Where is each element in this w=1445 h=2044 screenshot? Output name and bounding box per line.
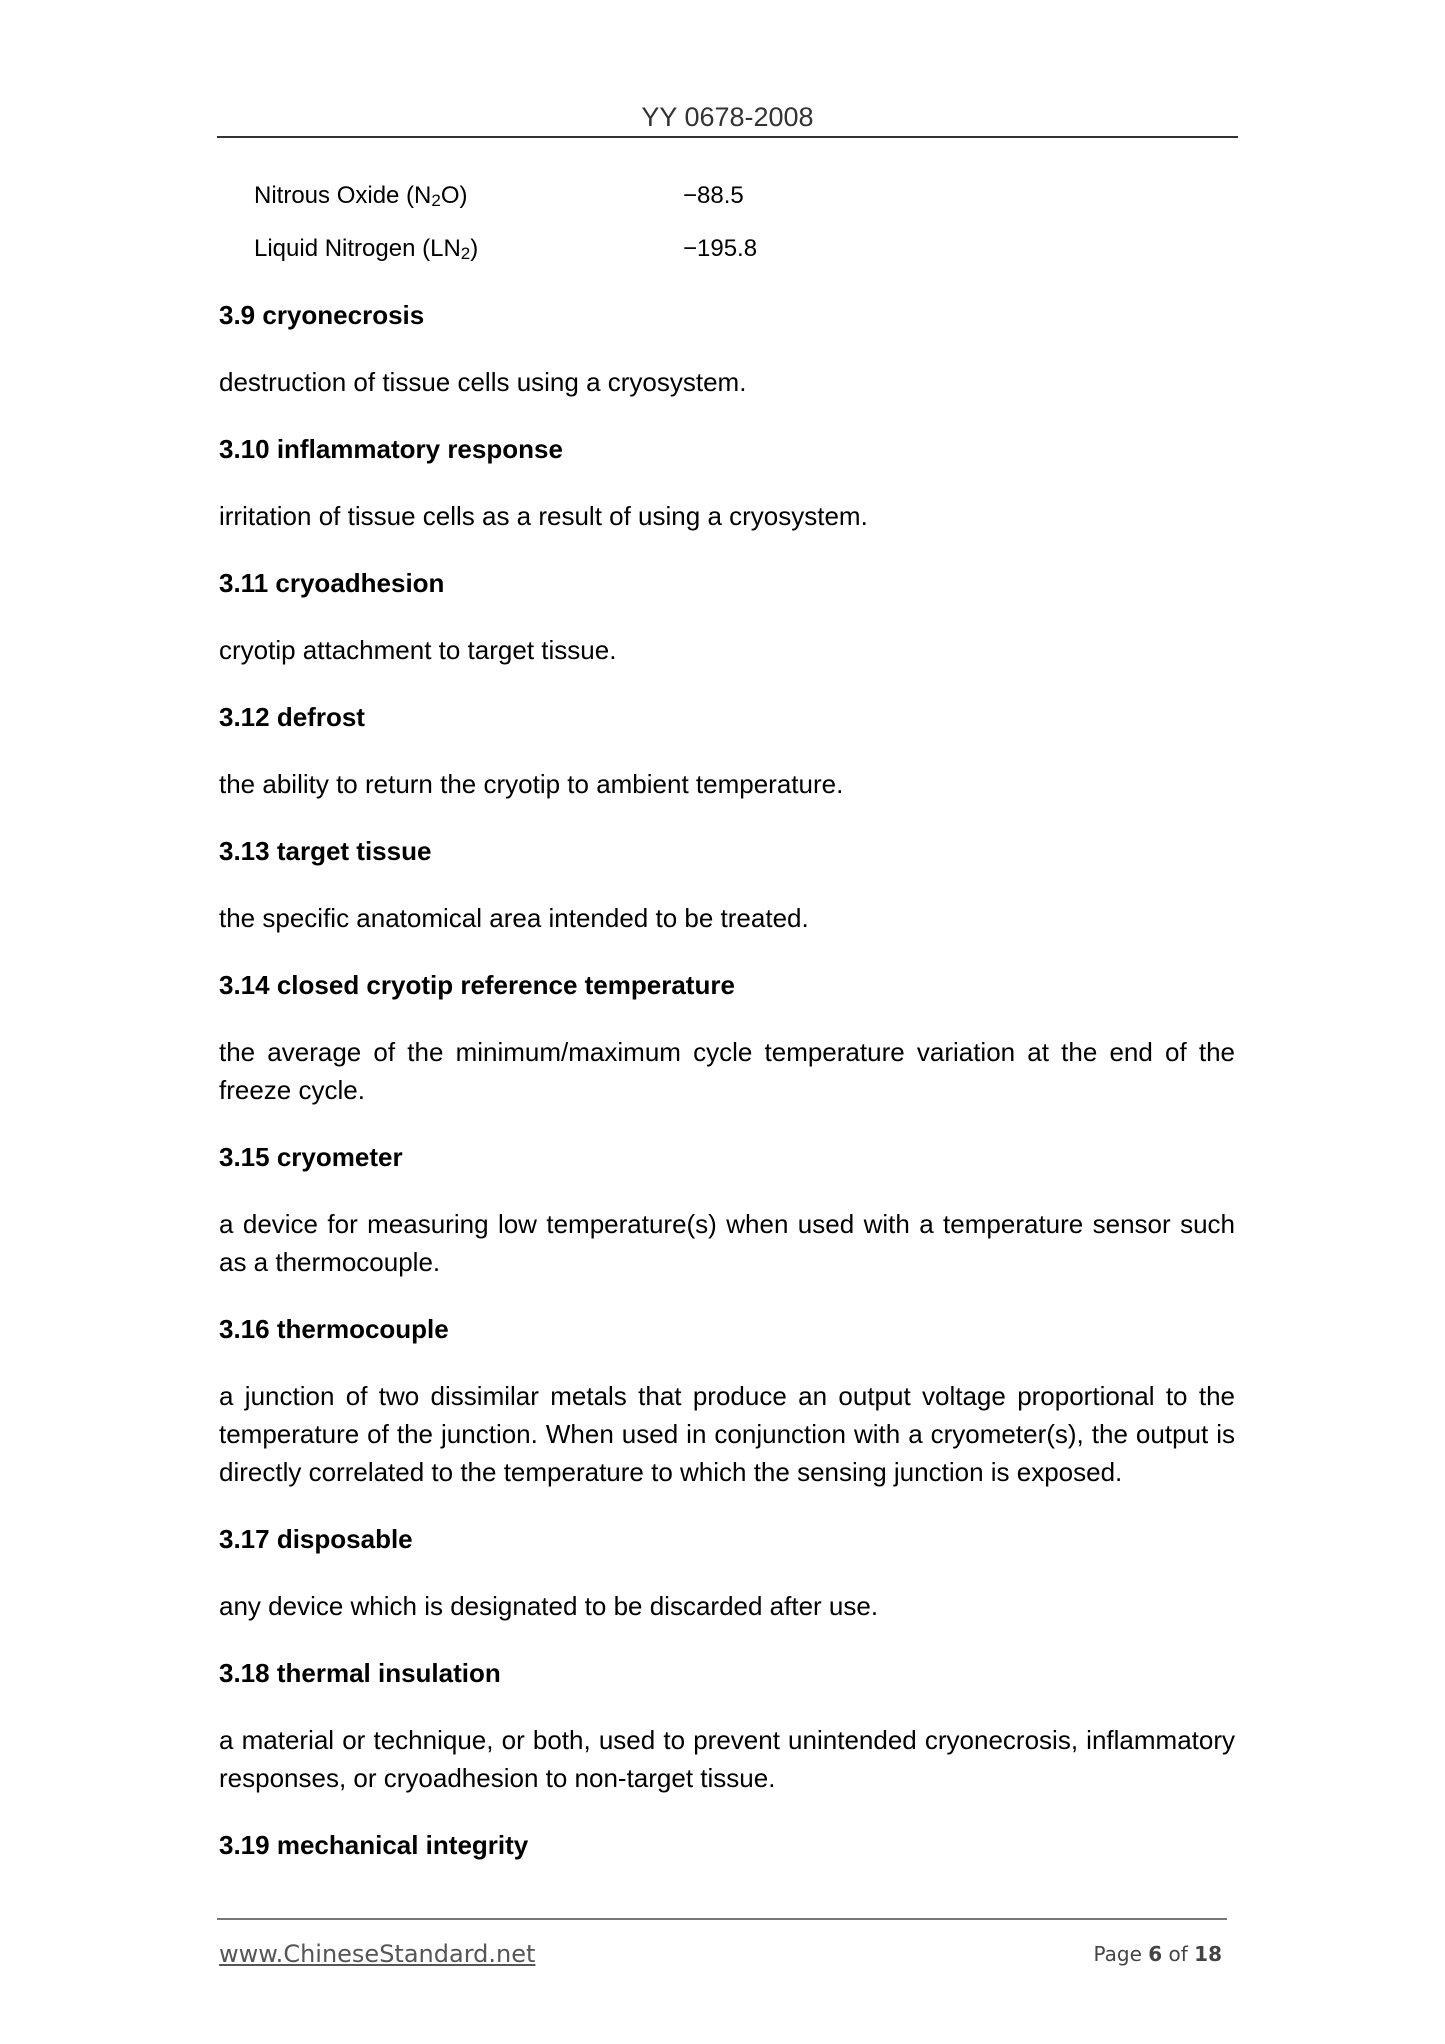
term-heading: 3.14 closed cryotip reference temperature xyxy=(219,970,735,1000)
header-rule xyxy=(217,136,1238,138)
term-heading: 3.18 thermal insulation xyxy=(219,1658,501,1688)
term-definition: irritation of tissue cells as a result of using a cryosystem. xyxy=(219,501,868,531)
term-heading: 3.12 defrost xyxy=(219,702,365,732)
term-heading: 3.19 mechanical integrity xyxy=(219,1830,529,1860)
document-code: YY 0678-2008 xyxy=(641,102,814,132)
website-link[interactable]: www.ChineseStandard.net xyxy=(219,1940,536,1968)
gas-name: Liquid Nitrogen $(LN_2)$ xyxy=(254,235,479,263)
term-definition: a device for measuring low temperature(s) when used with a temperature sensor such as a thermocouple. xyxy=(219,1209,1235,1277)
term-heading: 3.13 target tissue xyxy=(219,836,432,866)
term-definition: a material or technique, or both, used to prevent unintended cryonecrosis, inflammatory responses, or cryoadhesion to non-target tissue. xyxy=(219,1725,1235,1793)
footer-rule xyxy=(217,1918,1227,1920)
term-definition: the ability to return the cryotip to ambient temperature. xyxy=(219,769,844,799)
page-indicator: Page 6 of 18 xyxy=(1093,1942,1222,1966)
term-definition: the average of the minimum/maximum cycle temperature variation at the end of the freeze cycle. xyxy=(219,1037,1235,1105)
total-pages: 18 xyxy=(1194,1942,1222,1966)
term-definition: the specific anatomical area intended to be treated. xyxy=(219,903,809,933)
definitions-list xyxy=(219,296,1235,1864)
gas-boiling-point: −88.5 xyxy=(683,182,744,209)
term-definition: cryotip attachment to target tissue. xyxy=(219,635,617,665)
term-heading: 3.9 cryonecrosis xyxy=(219,300,425,330)
term-heading: 3.16 thermocouple xyxy=(219,1314,449,1344)
term-definition: any device which is designated to be discarded after use. xyxy=(219,1591,879,1621)
term-heading: 3.15 cryometer xyxy=(219,1142,403,1172)
term-definition: a junction of two dissimilar metals that produce an output voltage proportional to the temperature of the junction. When used in conjunction with a cryometer(s), the output is directly correlated to the temperature to which the sensing junction is exposed. xyxy=(219,1381,1235,1487)
gas-name: Nitrous Oxide $(N_2O)$ xyxy=(254,182,468,210)
term-heading: 3.11 cryoadhesion xyxy=(219,568,445,598)
term-heading: 3.17 disposable xyxy=(219,1524,413,1554)
current-page: 6 xyxy=(1148,1942,1163,1966)
term-heading: 3.10 inflammatory response xyxy=(219,434,563,464)
term-definition: destruction of tissue cells using a cryosystem. xyxy=(219,367,747,397)
gas-boiling-point: −195.8 xyxy=(683,235,758,262)
